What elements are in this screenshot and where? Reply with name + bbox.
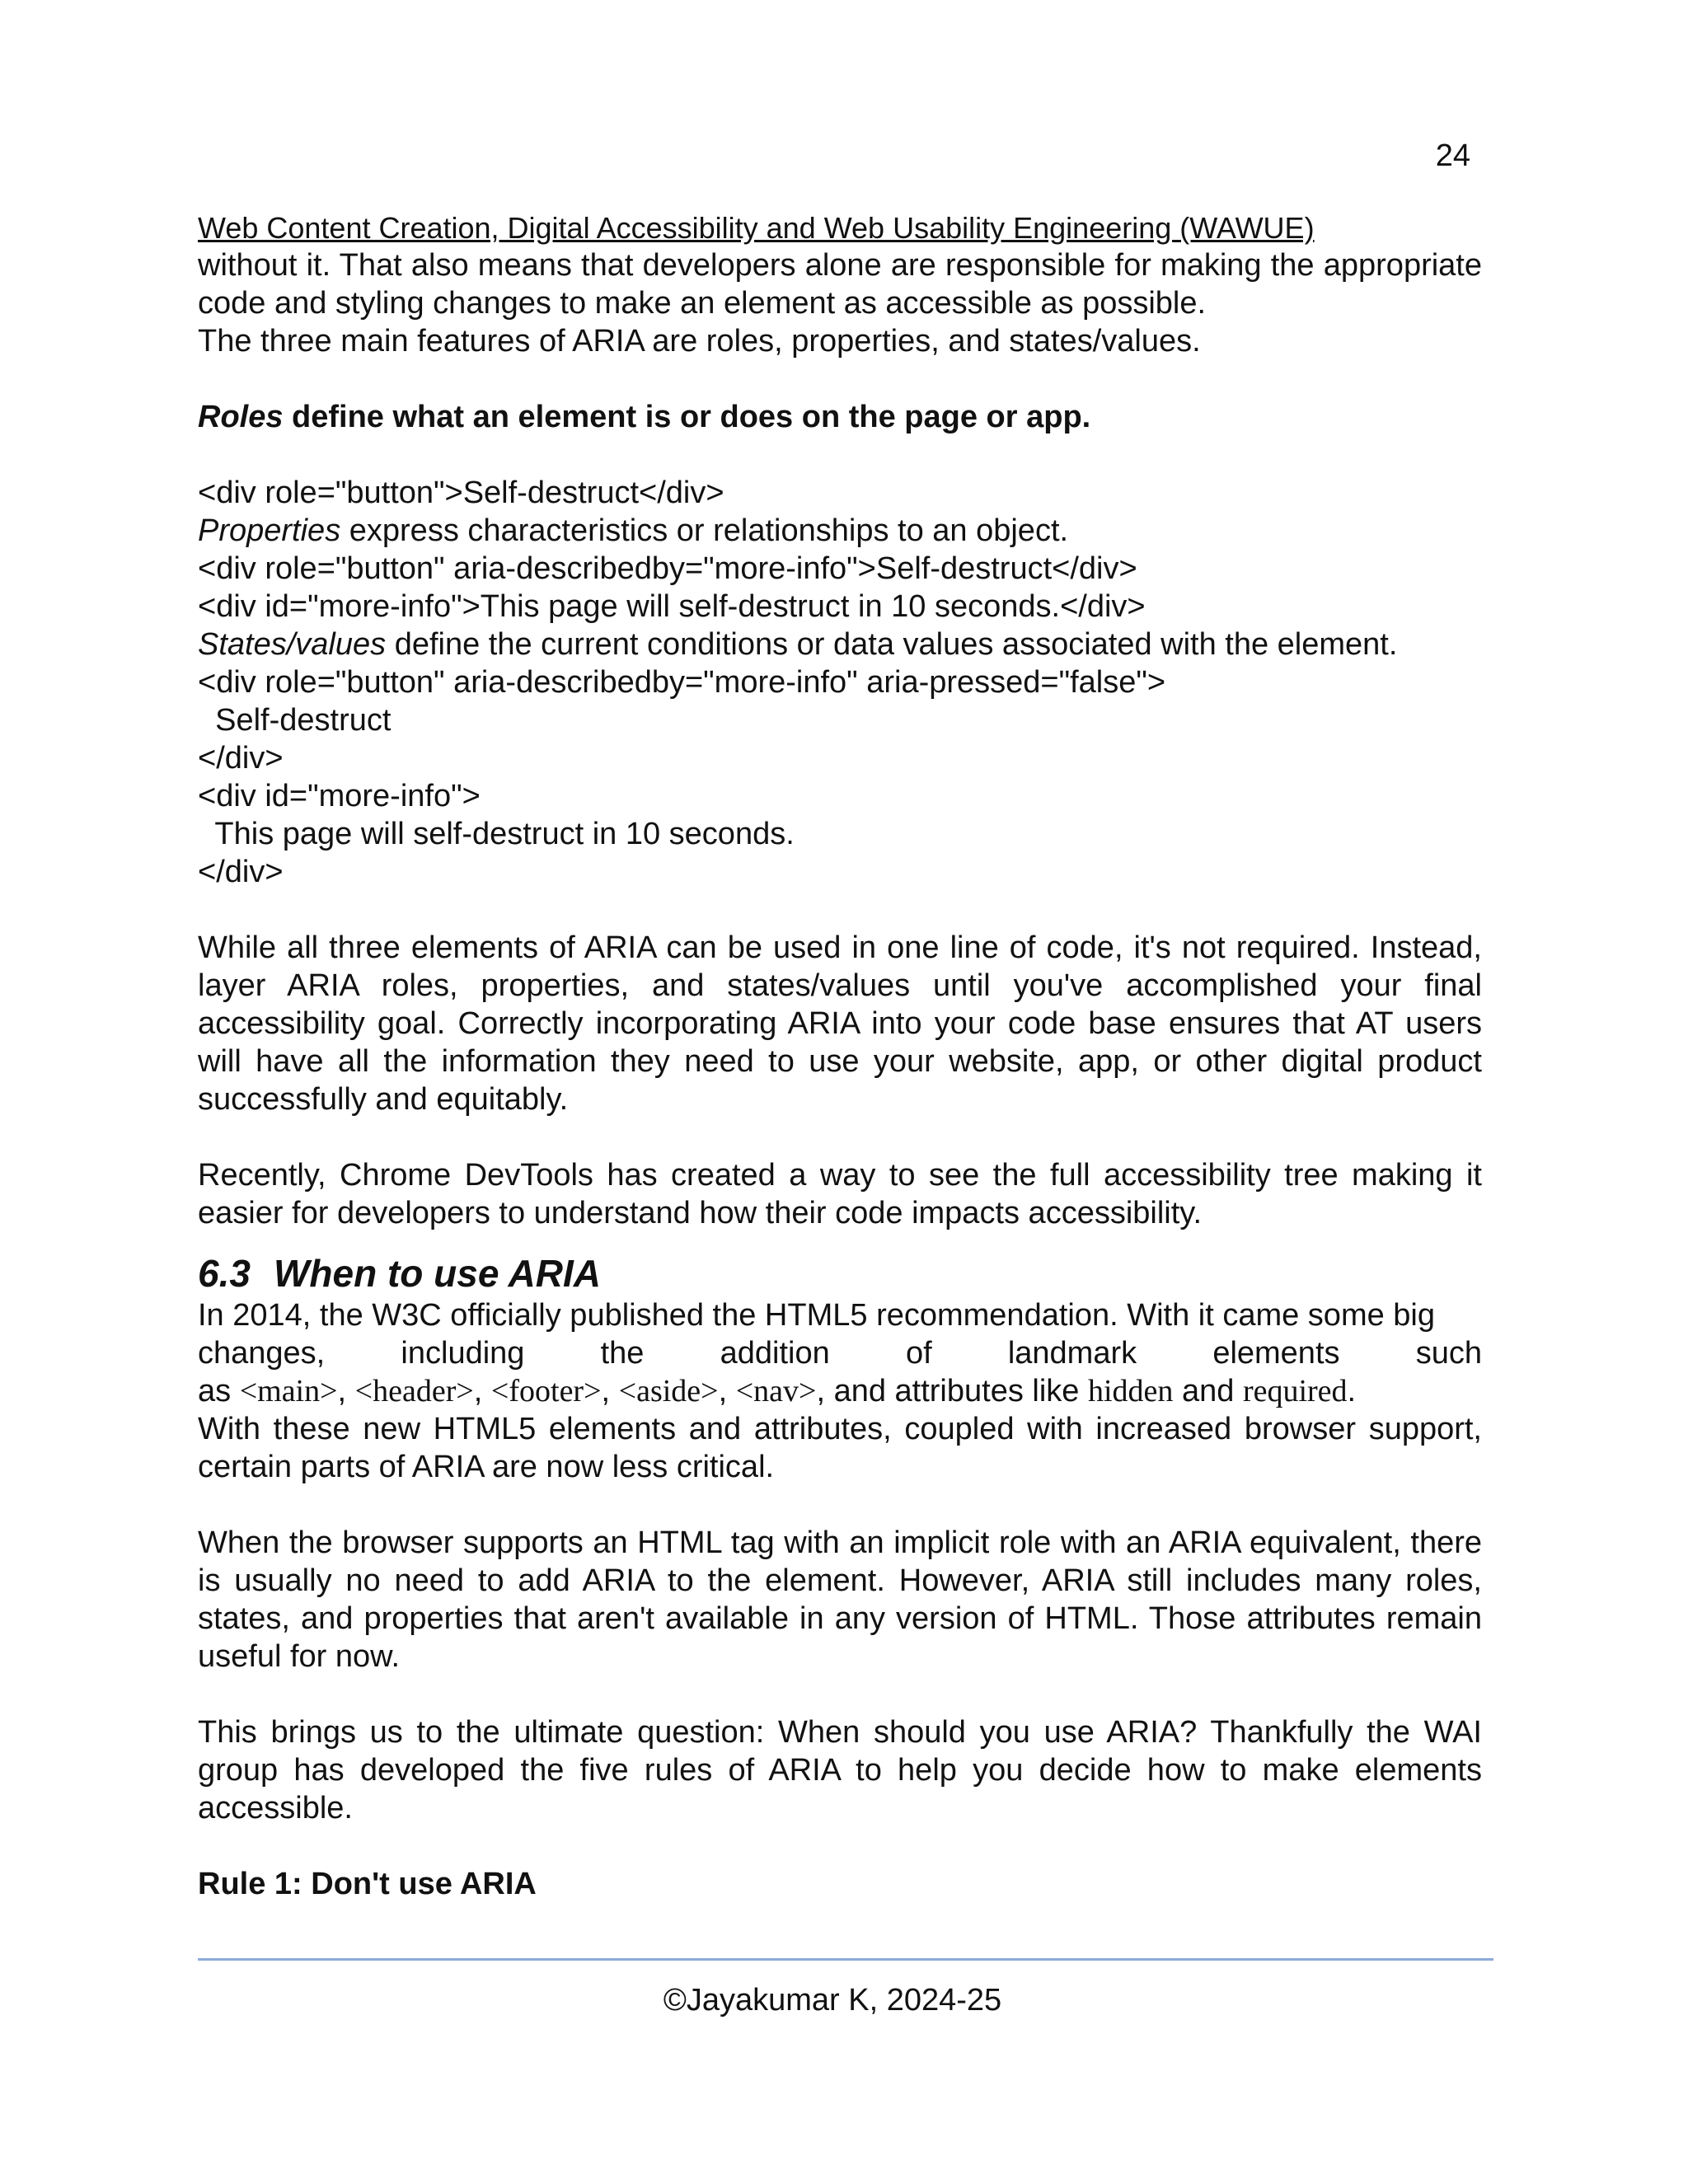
word: including <box>401 1336 525 1371</box>
section-heading <box>198 1250 1482 1296</box>
text-as: as <box>198 1374 240 1408</box>
page-number: 24 <box>1435 138 1470 173</box>
tag-nav: <nav> <box>735 1374 817 1408</box>
properties-term: Properties <box>198 513 341 548</box>
word: elements <box>1212 1336 1340 1371</box>
paragraph-devtools: Recently, Chrome DevTools has created a way to see the full accessibility tree making it easier for developers to understand how their code impacts accessibility. <box>198 1158 1482 1230</box>
roles-heading <box>198 398 1482 436</box>
code-properties-line-2: <div id="more-info">This page will self-destruct in 10 seconds.</div> <box>198 589 1146 624</box>
section-number: 6.3 <box>198 1252 251 1295</box>
text-and-attributes: , and attributes like <box>816 1374 1088 1408</box>
code-roles: <div role="button">Self-destruct</div> <box>198 476 724 510</box>
tag-header: <header> <box>354 1374 474 1408</box>
states-line <box>198 626 1482 663</box>
code-states-line-1: <div role="button" aria-describedby="more-info" aria-pressed="false"> <box>198 665 1166 700</box>
code-states-line-6: </div> <box>198 855 284 889</box>
running-header: Web Content Creation, Digital Accessibility and Web Usability Engineering (WAWUE) <box>198 211 1315 245</box>
word: such <box>1415 1336 1482 1371</box>
footer-copyright: ©Jayakumar K, 2024-25 <box>663 1983 1002 2018</box>
states-term: States/values <box>198 627 387 662</box>
code-properties-line-1: <div role="button" aria-describedby="more-info">Self-destruct</div> <box>198 551 1137 586</box>
paragraph-layer-aria: While all three elements of ARIA can be used in one line of code, it's not required. Instead, layer ARIA roles, properties, and states/values until you've accomplished your final accessibility goal. Correctly incorporating ARIA into your code base ensures that AT users will have all the information they need to use your website, app, or other digital product successfully and equitably. <box>198 930 1482 1117</box>
html5-line-3: as <main>, <header>, <footer>, <aside>, <nav>, and attributes like hidden and required. <box>198 1374 1357 1408</box>
code-states-line-4: <div id="more-info"> <box>198 779 481 813</box>
tag-footer: <footer> <box>490 1374 602 1408</box>
section-title: When to use ARIA <box>274 1252 601 1295</box>
word: landmark <box>1007 1336 1137 1371</box>
attr-hidden: hidden <box>1087 1374 1174 1408</box>
text-period: . <box>1347 1374 1357 1408</box>
intro-paragraph: without it. That also means that developers alone are responsible for making the appropriate code and styling changes to make an element as accessible as possible. <box>198 248 1482 321</box>
word: the <box>600 1336 645 1371</box>
html5-line-rest: With these new HTML5 elements and attributes, coupled with increased browser support, certain parts of ARIA are now less critical. <box>198 1412 1482 1484</box>
paragraph-browser-support: When the browser supports an HTML tag with an implicit role with an ARIA equivalent, there is usually no need to add ARIA to the element. However, ARIA still includes many roles, states, and properties that aren't available in any version of HTML. Those attributes remain useful for now. <box>198 1526 1482 1674</box>
intro-aria-features: The three main features of ARIA are roles, properties, and states/values. <box>198 324 1201 359</box>
properties-line <box>198 512 1482 550</box>
attr-required: required <box>1242 1374 1348 1408</box>
html5-line-2 <box>198 1334 1482 1372</box>
code-states-line-5: This page will self-destruct in 10 seconds. <box>198 817 795 851</box>
rule-1-heading: Rule 1: Don't use ARIA <box>198 1867 537 1901</box>
html5-line-1: In 2014, the W3C officially published the HTML5 recommendation. With it came some big <box>198 1298 1435 1333</box>
paragraph-ultimate-question: This brings us to the ultimate question: When should you use ARIA? Thankfully the WAI group has developed the five rules of ARIA to help you decide how to make elements accessible. <box>198 1715 1482 1825</box>
code-states-line-2: Self-destruct <box>198 703 392 738</box>
word: of <box>905 1336 932 1371</box>
code-states-line-3: </div> <box>198 741 284 776</box>
tag-aside: <aside> <box>618 1374 719 1408</box>
footer-divider <box>198 1958 1493 1961</box>
roles-definition: define what an element is or does on the page or app. <box>283 400 1091 434</box>
properties-definition: express characteristics or relationships to an object. <box>340 513 1069 548</box>
roles-term: Roles <box>198 400 284 434</box>
page-body <box>198 210 1482 1903</box>
states-definition: define the current conditions or data values associated with the element. <box>386 627 1398 662</box>
word: addition <box>720 1336 830 1371</box>
text-and: and <box>1173 1374 1243 1408</box>
tag-main: <main> <box>239 1374 338 1408</box>
word: changes, <box>198 1336 326 1371</box>
